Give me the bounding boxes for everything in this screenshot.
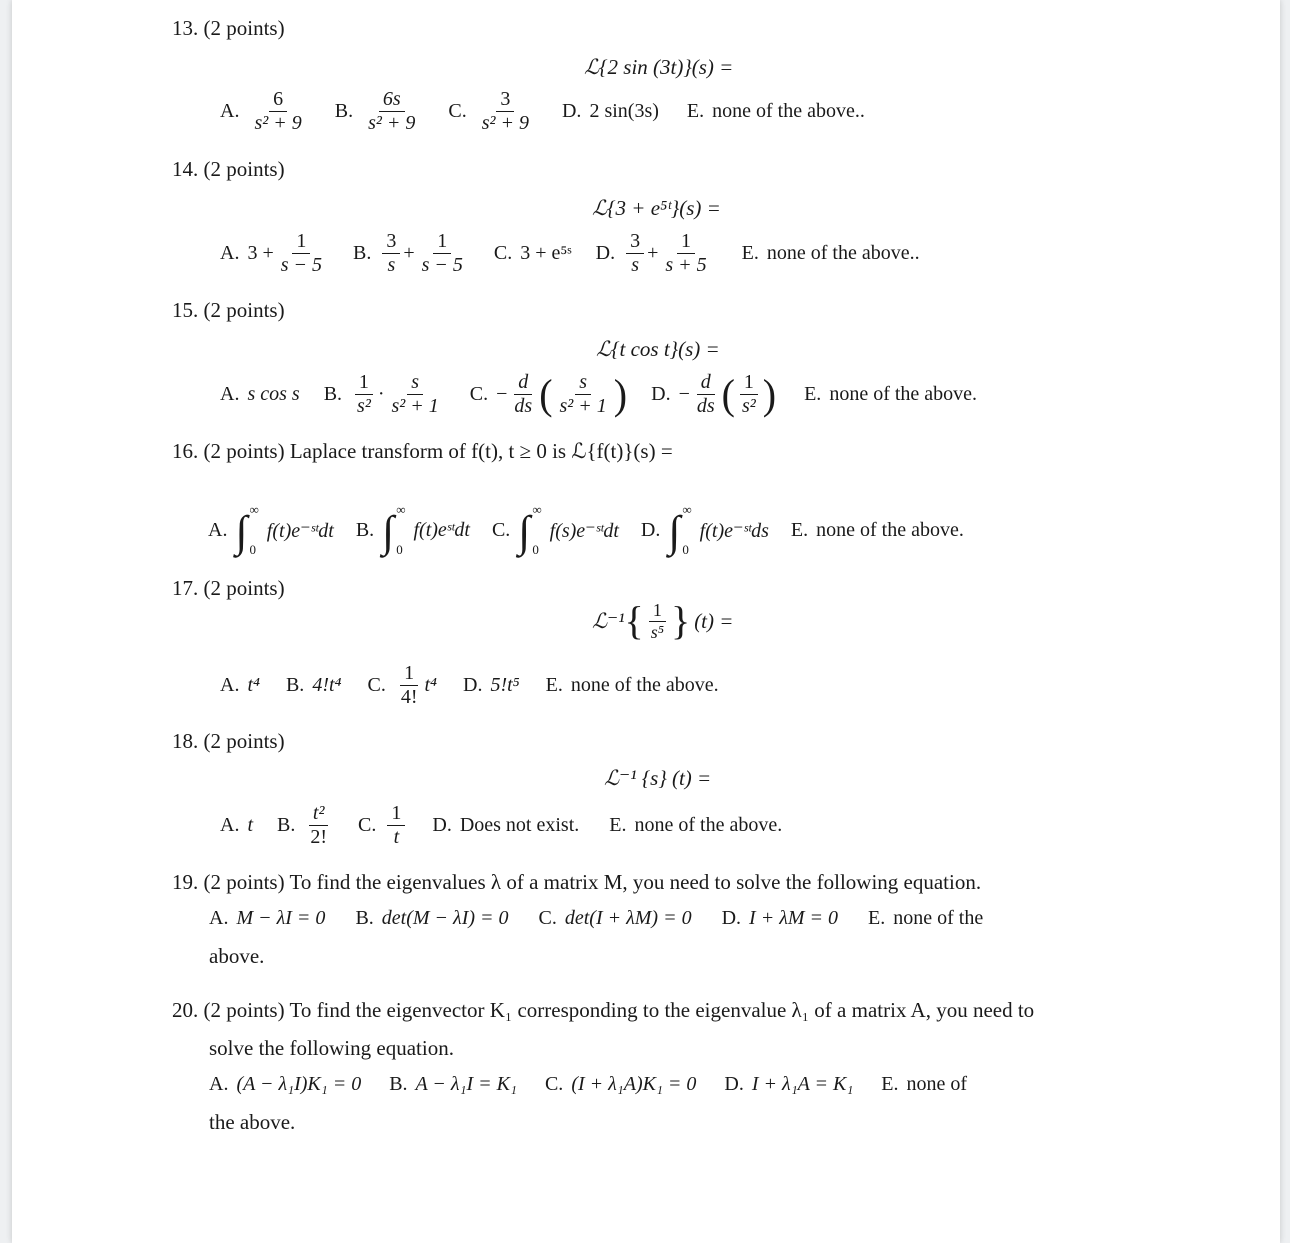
option-d: D. ∫ ∞ 0 f(t)e⁻ˢᵗds <box>640 502 769 557</box>
question-15-expression: ℒ{t cos t}(s) = <box>596 337 720 361</box>
option-b: B. $\frac{6s}{\text{s² + 9}}$ <box>334 88 416 134</box>
question-13-expression: ℒ{2 sin (3t)}(s) = <box>584 55 734 79</box>
option-e: E. none of <box>881 1073 968 1095</box>
question-18-options <box>220 802 782 849</box>
option-c: C. $\frac{1}{4!}$ t⁴ <box>367 662 438 708</box>
option-b: B. $\frac{\text{t²}}{2!}$ <box>277 802 328 848</box>
option-c: C. $\frac{3}{\text{s² + 9}}$ <box>448 88 529 134</box>
option-e: E. none of the above. <box>545 674 719 696</box>
integral-icon: ∫ <box>382 507 395 556</box>
option-a: A. t <box>220 814 254 836</box>
option-b: B. A − λ₁I = K₁ <box>389 1073 517 1095</box>
option-b: B. ∫ ∞ 0 f(t)eˢᵗdt <box>355 502 470 557</box>
question-14-header: 14. (2 points) <box>172 157 285 181</box>
option-c: C. ∫ ∞ 0 f(s)e⁻ˢᵗdt <box>491 502 619 557</box>
question-18-expression: ℒ⁻¹ {s} (t) = <box>604 766 712 790</box>
question-16-options <box>208 502 964 558</box>
question-19-wrap: above. <box>209 944 265 968</box>
question-17-options <box>220 662 719 709</box>
question-14-expression: ℒ{3 + e⁵ᵗ}(s) = <box>592 196 721 220</box>
option-e: E. none of the <box>868 907 984 929</box>
question-18-header: 18. (2 points) <box>172 729 285 753</box>
option-b: B. det(M − λI) = 0 <box>355 907 509 929</box>
option-c: C. (I + λ₁A)K₁ = 0 <box>544 1073 697 1095</box>
option-b: B. $\frac{3}{s}$ + $\frac{1}{s - 5}$ <box>353 230 463 276</box>
question-19-header: 19. (2 points) To find the eigenvalues λ of a matrix M, you need to solve the following equation. <box>172 870 982 894</box>
option-c: C. det(I + λM) = 0 <box>538 907 692 929</box>
option-a: A. s cos s <box>220 383 300 405</box>
integral-icon: ∫ <box>668 507 681 556</box>
exam-page <box>12 0 1280 1243</box>
option-b: B. 4!t⁴ <box>285 674 342 696</box>
question-13-header: 13. (2 points) <box>172 16 285 40</box>
question-15-header: 15. (2 points) <box>172 298 285 322</box>
option-e: E. none of the above.. <box>686 100 865 122</box>
question-17-expression: ℒ⁻¹ { $\frac{1}{\text{s⁵}}$ } (t) = <box>592 598 734 644</box>
option-a: A. ∫ ∞ 0 f(t)e⁻ˢᵗdt <box>208 502 334 557</box>
option-d: D. I + λM = 0 <box>721 907 839 929</box>
question-15-options <box>220 371 977 418</box>
option-d: D. Does not exist. <box>432 814 580 836</box>
option-e: E. none of the above. <box>609 814 783 836</box>
option-d: D. I + λ₁A = K₁ <box>724 1073 854 1095</box>
question-13-options <box>220 88 865 135</box>
option-d: D. 5!t⁵ <box>463 674 520 696</box>
integral-icon: ∫ <box>518 507 531 556</box>
option-c: C. − $\frac{d}{ds}$ ( $\frac{s}{\text{s² + 1}}$ ) <box>469 370 628 418</box>
option-e: E. none of the above.. <box>741 242 920 264</box>
question-16-header: 16. (2 points) Laplace transform of f(t), t ≥ 0 is ℒ{f(t)}(s) = <box>172 439 673 463</box>
option-a: A. $\frac{6}{\text{s² + 9}}$ <box>220 88 302 134</box>
option-b: B. $\frac{1}{\text{s²}}$ · $\frac{s}{\text{s² + 1}}$ <box>323 371 439 417</box>
option-e: E. none of the above. <box>804 383 978 405</box>
option-d: D. 2 sin(3s) <box>561 100 659 122</box>
option-c: C. 3 + e⁵ˢ <box>493 242 572 264</box>
option-d: D. $\frac{3}{s}$ + $\frac{1}{s + 5}$ <box>595 230 707 276</box>
question-20-wrap: the above. <box>209 1110 296 1134</box>
question-14-options <box>220 230 920 277</box>
option-a: A. t⁴ <box>220 674 260 696</box>
integral-icon: ∫ <box>235 507 248 556</box>
question-19-options <box>209 907 983 930</box>
option-e: E. none of the above. <box>790 518 964 541</box>
option-a: A. 3 + $\frac{1}{s - 5}$ <box>220 230 323 276</box>
question-17-header: 17. (2 points) <box>172 576 285 600</box>
question-20-prompt-continued: solve the following equation. <box>209 1036 454 1060</box>
option-c: C. $\frac{1}{t}$ <box>358 802 408 849</box>
question-20-header: 20. (2 points) To find the eigenvector K₁ corresponding to the eigenvalue λ₁ of a matrix A, you need to <box>172 998 1035 1022</box>
option-a: A. (A − λ₁I)K₁ = 0 <box>209 1073 362 1095</box>
option-a: A. M − λI = 0 <box>209 907 326 929</box>
option-d: D. − $\frac{d}{ds}$ ( $\frac{1}{\text{s²}}$ ) <box>651 370 777 418</box>
question-20-options <box>209 1073 967 1096</box>
